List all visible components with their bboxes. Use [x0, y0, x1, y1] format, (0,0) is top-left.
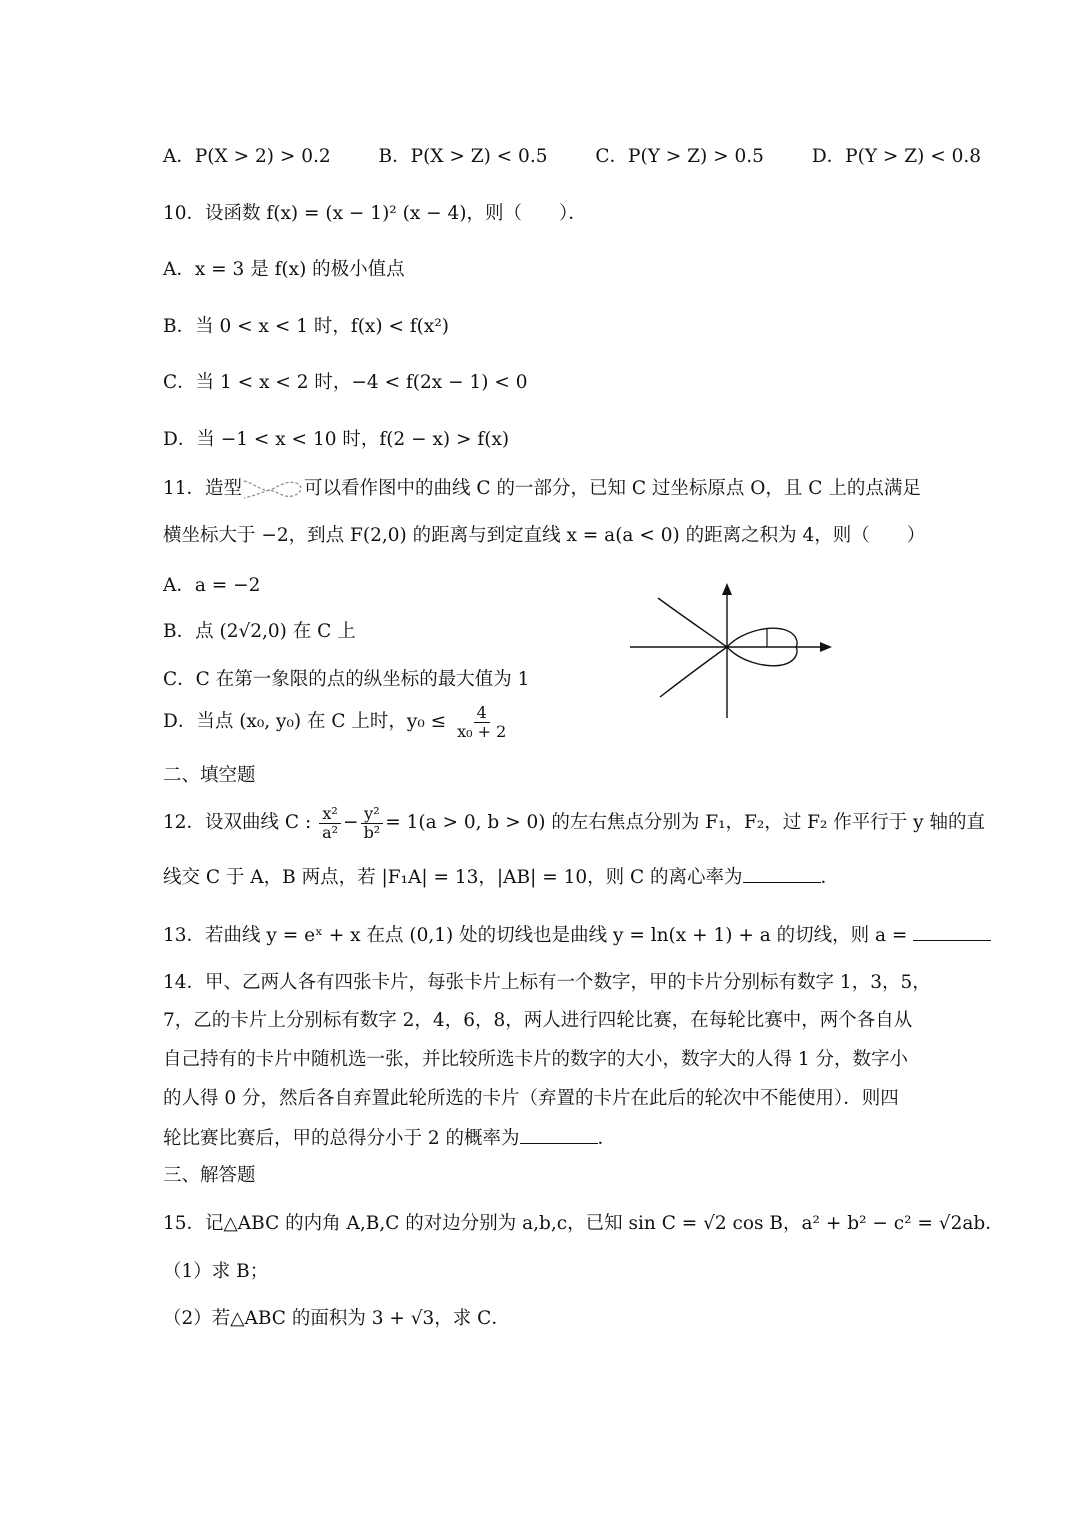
q10-option-a: A．x = 3 是 f(x) 的极小值点 [163, 259, 405, 280]
y-axis-arrow-icon [722, 583, 732, 595]
q11-option-d-prefix: D．当点 (x₀, y₀) 在 C 上时，y₀ ≤ [163, 711, 447, 732]
q12-fraction-y [361, 805, 384, 842]
q13-text: 13．若曲线 y = eˣ + x 在点 (0,1) 处的切线也是曲线 y = ln(x + 1) + a 的切线，则 a = [163, 925, 908, 946]
q14-answer-blank[interactable] [520, 1125, 598, 1144]
q14-line5 [163, 1125, 616, 1152]
q12-minus: − [343, 812, 359, 833]
q11-d-denominator: x₀ + 2 [457, 721, 507, 741]
section-fill-in-title: 二、填空题 [163, 765, 256, 786]
q15-stem: 15．记△ABC 的内角 A,B,C 的对边分别为 a,b,c，已知 sin C = √2 cos B，a² + b² − c² = √2ab． [163, 1213, 1004, 1234]
q11-option-d-fraction [454, 704, 509, 741]
q9-options-row [163, 144, 1023, 170]
q11-stem-line2: 横坐标大于 −2，到点 F(2,0) 的距离与到定直线 x = a(a < 0) 的距离之积为 4，则（ ） [163, 525, 926, 546]
q11-option-d [163, 702, 511, 742]
q12-frac2-num: y² [361, 805, 382, 824]
q11-stem-suffix: 可以看作图中的曲线 C 的一部分，已知 C 过坐标原点 O，且 C 上的点满足 [304, 478, 921, 499]
q13-line [163, 922, 991, 949]
q11-d-numerator: 4 [474, 704, 490, 723]
q15-part1: （1）求 B； [163, 1261, 269, 1282]
section-solution-title: 三、解答题 [163, 1165, 256, 1186]
q14-line1: 14．甲、乙两人各有四张卡片，每张卡片上标有一个数字，甲的卡片分别标有数字 1，3，5， [163, 972, 931, 993]
q15-part2: （2）若△ABC 的面积为 3 + √3，求 C． [163, 1308, 510, 1329]
q10-stem: 10．设函数 f(x) = (x − 1)² (x − 4)，则（ ）． [163, 203, 587, 224]
q9-option-a: A．P(X > 2) > 0.2 [163, 146, 331, 167]
q12-frac1-num: x² [319, 805, 340, 824]
q11-option-b: B．点 (2√2,0) 在 C 上 [163, 621, 356, 642]
curve-branch-upper [658, 598, 727, 647]
q12-answer-blank[interactable] [743, 864, 821, 883]
q11-option-c: C．C 在第一象限的点的纵坐标的最大值为 1 [163, 669, 530, 690]
x-axis-arrow-icon [820, 642, 832, 652]
q14-line3: 自己持有的卡片中随机选一张，并比较所选卡片的数字的大小，数字大的人得 1 分，数字小 [163, 1049, 909, 1070]
q12-frac2-den: b² [363, 822, 381, 842]
curve-c-graph [626, 580, 841, 722]
q14-end: ． [597, 1128, 617, 1149]
q14-line4: 的人得 0 分，然后各自弃置此轮所选的卡片（弃置的卡片在此后的轮次中不能使用）．则四 [163, 1088, 899, 1109]
q12-end: ． [820, 867, 840, 888]
q14-line2: 7，乙的卡片上分别标有数字 2，4，6，8，两人进行四轮比赛，在每轮比赛中，两个各自从 [163, 1010, 913, 1031]
curve-branch-lower [660, 647, 727, 697]
q12-line2-text: 线交 C 于 A，B 两点，若 |F₁A| = 13，|AB| = 10，则 C 的离心率为 [163, 867, 743, 888]
q10-option-b: B．当 0 < x < 1 时，f(x) < f(x²) [163, 316, 449, 337]
q14-line5-text: 轮比赛比赛后，甲的总得分小于 2 的概率为 [163, 1128, 520, 1149]
q12-line1 [163, 803, 985, 843]
q11-option-a: A．a = −2 [163, 575, 261, 596]
q11-stem-line1 [163, 476, 921, 502]
q10-option-c: C．当 1 < x < 2 时，−4 < f(2x − 1) < 0 [163, 372, 528, 393]
q12-fraction-x [319, 805, 341, 842]
q12-prefix: 12．设双曲线 C : [163, 812, 312, 833]
loop-shape-icon [242, 478, 304, 500]
q12-frac1-den: a² [322, 822, 339, 842]
q11-stem-prefix: 11．造型 [163, 478, 243, 499]
q13-answer-blank[interactable] [913, 922, 991, 941]
q9-option-b: B．P(X > Z) < 0.5 [378, 146, 548, 167]
q12-line2 [163, 864, 839, 891]
q9-option-d: D．P(Y > Z) < 0.8 [811, 146, 982, 167]
q9-option-c: C．P(Y > Z) > 0.5 [595, 146, 764, 167]
q10-option-d: D．当 −1 < x < 10 时，f(2 − x) > f(x) [163, 429, 510, 450]
q12-suffix: = 1(a > 0, b > 0) 的左右焦点分别为 F₁，F₂，过 F₂ 作平行于 y 轴的直 [385, 812, 985, 833]
